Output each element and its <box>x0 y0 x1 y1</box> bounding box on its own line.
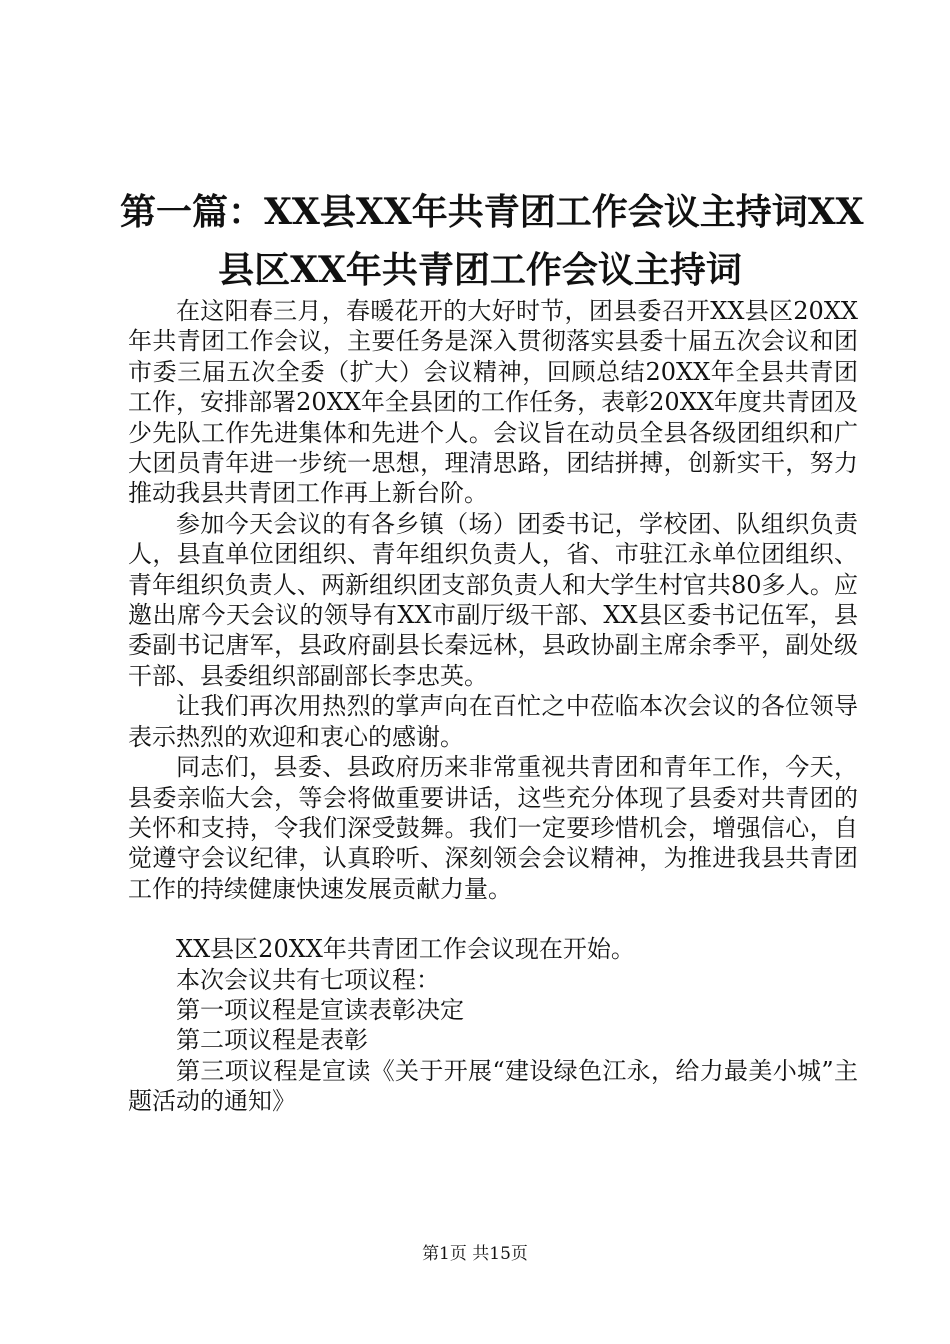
document-title <box>120 183 864 299</box>
paragraph-agenda-intro: 本次会议共有七项议程： <box>176 965 440 994</box>
paragraph-attendees: 参加今天会议的有各乡镇（场）团委书记，学校团、队组织负责人，县直单位团组织、青年组织负责人，省、市驻江永单位团组织、青年组织负责人、两新组织团支部负责人和大学生村官共80多人。应邀出席今天会议的领导有XX市副厅级干部、XX县区委书记伍军，县委副书记唐军，县政府副县长秦远林，县政协副主席余季平，副处级干部、县委组织部副部长李忠英。 <box>128 509 858 690</box>
agenda-item-1: 第一项议程是宣读表彰决定 <box>176 995 464 1024</box>
agenda-item-2: 第二项议程是表彰 <box>176 1026 368 1055</box>
paragraph-encouragement: 同志们，县委、县政府历来非常重视共青团和青年工作，今天，县委亲临大会，等会将做重要讲话，这些充分体现了县委对共青团的关怀和支持，令我们深受鼓舞。我们一定要珍惜机会，增强信心，自觉遵守会议纪律，认真聆听、深刻领会会议精神，为推进我县共青团工作的持续健康快速发展贡献力量。 <box>128 753 858 903</box>
title-line-2: 县区XX年共青团工作会议主持词 <box>218 249 742 291</box>
paragraph-intro: 在这阳春三月，春暖花开的大好时节，团县委召开XX县区20XX年共青团工作会议，主要任务是深入贯彻落实县委十届五次会议和团市委三届五次全委（扩大）会议精神，回顾总结20XX年全县共青团工作，安排部署20XX年全县团的工作任务，表彰20XX年度共青团及少先队工作先进集体和先进个人。会议旨在动员全县各级团组织和广大团员青年进一步统一思想，理清思路，团结拼搏，创新实干，努力推动我县共青团工作再上新台阶。 <box>128 297 858 508</box>
document-body <box>128 296 858 1117</box>
page-number-footer: 第1页 共15页 <box>422 1244 528 1264</box>
agenda-item-3: 第三项议程是宣读《关于开展“建设绿色江永，给力最美小城”主题活动的通知》 <box>128 1056 858 1116</box>
paragraph-thanks: 让我们再次用热烈的掌声向在百忙之中莅临本次会议的各位领导表示热烈的欢迎和衷心的感谢。 <box>128 692 858 751</box>
title-line-1: 第一篇：XX县XX年共青团工作会议主持词XX <box>120 191 864 233</box>
paragraph-opening: XX县区20XX年共青团工作会议现在开始。 <box>176 935 635 964</box>
